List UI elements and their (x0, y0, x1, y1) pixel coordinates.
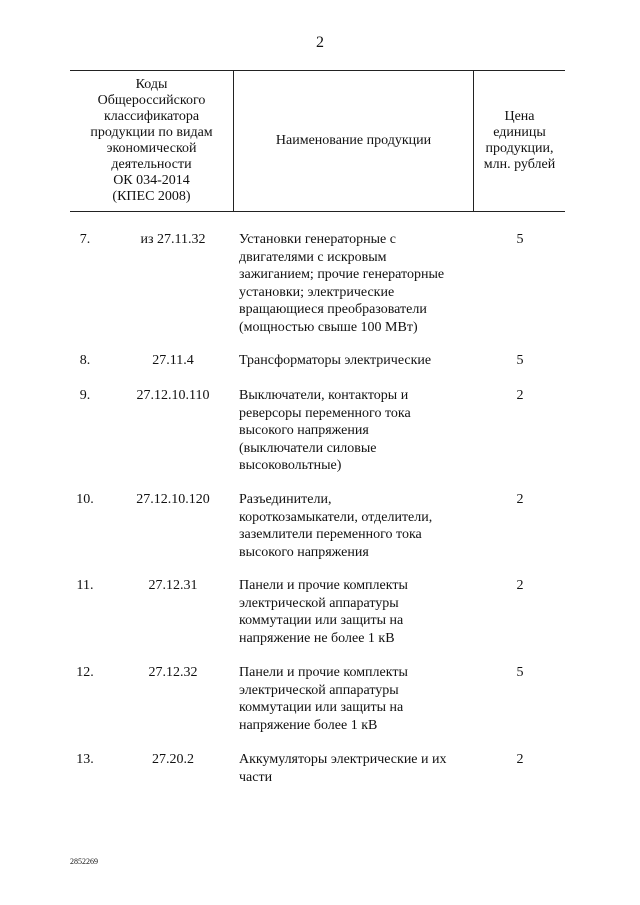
row-price: 5 (516, 353, 524, 368)
row-name-line: (выключатели силовые (239, 440, 377, 456)
row-name-line: высоковольтные) (239, 458, 342, 473)
header-code-line: (КПЕС 2008) (112, 189, 191, 204)
row-code: из 27.11.32 (140, 232, 206, 247)
row-number: 10. (76, 492, 94, 507)
header-code-line: Общероссийского (97, 93, 206, 108)
row-name-line: коммутации или защиты на (239, 700, 404, 715)
row-name-line: (мощностью свыше 100 МВт) (239, 319, 418, 335)
row-number: 9. (79, 388, 91, 403)
row-number: 12. (76, 665, 94, 680)
row-name-line: Панели и прочие комплекты (239, 578, 408, 593)
header-price-line: продукции, (485, 141, 554, 156)
header-price-line: единицы (493, 125, 546, 140)
page-number: 2 (316, 34, 324, 51)
row-code: 27.12.32 (148, 665, 198, 680)
row-name-line: Трансформаторы электрические (239, 353, 432, 368)
row-name-line: напряжение более 1 кВ (239, 717, 378, 733)
row-name (239, 491, 471, 561)
row-price: 5 (516, 665, 524, 680)
row-name-line: двигателями с искровым (239, 249, 387, 265)
header-name-column (234, 70, 473, 212)
row-name-line: электрической аппаратуры (239, 682, 399, 698)
row-name-line: электрической аппаратуры (239, 595, 399, 611)
row-name-line: короткозамыкатели, отделители, (239, 509, 433, 525)
row-name-line: зажиганием; прочие генераторные (239, 267, 445, 282)
header-code-line: деятельности (111, 157, 192, 172)
header-code-line: продукции по видам (90, 125, 213, 140)
row-price: 2 (516, 578, 524, 593)
row-name-line: Разъединители, (239, 492, 332, 507)
header-price-line: Цена (504, 109, 535, 124)
row-name-line: Панели и прочие комплекты (239, 665, 408, 680)
row-name-line: коммутации или защиты на (239, 613, 404, 628)
table-header (70, 70, 565, 212)
row-price: 2 (516, 752, 524, 767)
row-name (239, 387, 471, 475)
row-name-line: высокого напряжения (239, 544, 369, 560)
row-number: 7. (79, 232, 91, 247)
row-price: 2 (516, 492, 524, 507)
row-code: 27.11.4 (152, 353, 194, 368)
row-name-line: части (239, 769, 273, 785)
header-code-line: экономической (106, 141, 197, 156)
header-code-line: ОК 034-2014 (113, 173, 190, 188)
row-code: 27.12.10.120 (136, 492, 210, 507)
header-code-line: Коды (135, 77, 168, 92)
header-code-line: классификатора (103, 109, 200, 124)
row-name-line: установки; электрические (239, 284, 395, 300)
row-name-line: Установки генераторные с (239, 232, 396, 247)
header-price-column (474, 70, 565, 212)
row-code: 27.12.31 (148, 578, 198, 593)
row-name (239, 577, 471, 647)
row-name (239, 664, 471, 734)
row-code: 27.12.10.110 (136, 388, 210, 403)
row-name-line: Аккумуляторы электрические и их (239, 752, 447, 767)
row-price: 2 (516, 388, 524, 403)
row-number: 11. (76, 578, 94, 593)
header-price-line: млн. рублей (483, 157, 556, 172)
row-number: 13. (76, 752, 94, 767)
row-code: 27.20.2 (152, 752, 194, 767)
row-name-line: вращающиеся преобразователи (239, 302, 427, 317)
header-code-column (70, 70, 233, 212)
row-name-line: заземлители переменного тока (239, 527, 422, 542)
row-name-line: высокого напряжения (239, 423, 369, 438)
header-name-label: Наименование продукции (275, 133, 432, 148)
document-code: 2852269 (70, 857, 98, 866)
row-name-line: Выключатели, контакторы и (239, 388, 409, 403)
row-name (239, 231, 471, 336)
row-name (239, 352, 471, 370)
row-price: 5 (516, 232, 524, 247)
row-name-line: реверсоры переменного тока (239, 405, 411, 421)
table-header-bottom-rule (70, 211, 565, 212)
row-number: 8. (79, 353, 91, 368)
row-name (239, 751, 471, 786)
row-name-line: напряжение не более 1 кВ (239, 630, 395, 646)
